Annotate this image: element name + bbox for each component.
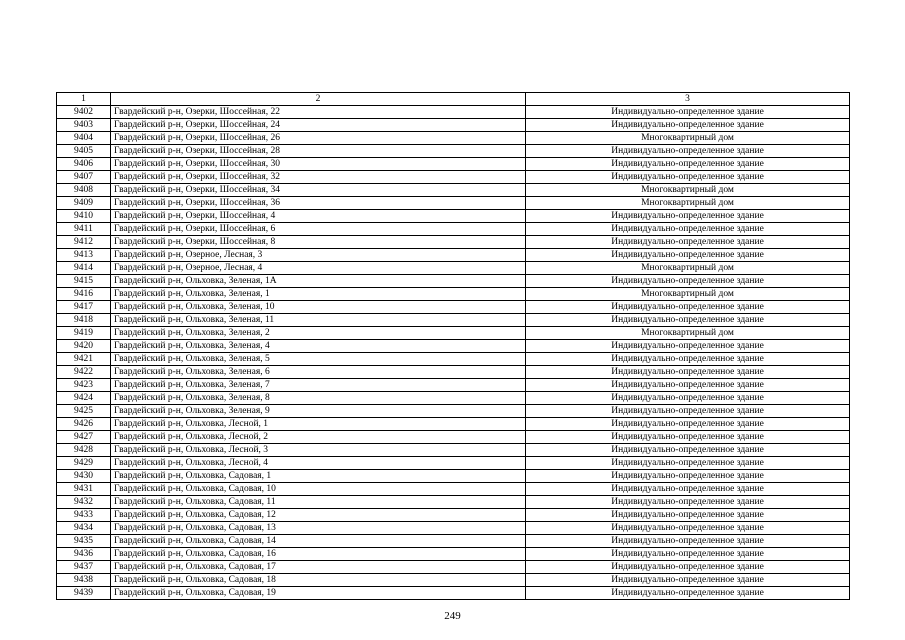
building-type-cell: Многоквартирный дом <box>526 327 850 340</box>
row-number-cell: 9402 <box>57 106 111 119</box>
building-type-cell: Индивидуально-определенное здание <box>526 171 850 184</box>
table-row <box>57 340 850 353</box>
row-number-cell: 9423 <box>57 379 111 392</box>
header-cell-1: 1 <box>57 93 111 106</box>
building-type-cell: Индивидуально-определенное здание <box>526 431 850 444</box>
row-number-cell: 9404 <box>57 132 111 145</box>
table-header-row <box>57 93 850 106</box>
building-type-cell: Индивидуально-определенное здание <box>526 353 850 366</box>
building-type-cell: Индивидуально-определенное здание <box>526 106 850 119</box>
building-type-cell: Индивидуально-определенное здание <box>526 236 850 249</box>
table-row <box>57 314 850 327</box>
table-row <box>57 223 850 236</box>
address-cell: Гвардейский р-н, Ольховка, Зеленая, 6 <box>111 366 526 379</box>
row-number-cell: 9411 <box>57 223 111 236</box>
address-cell: Гвардейский р-н, Ольховка, Зеленая, 1 <box>111 288 526 301</box>
table-row <box>57 197 850 210</box>
table-row <box>57 431 850 444</box>
address-cell: Гвардейский р-н, Озерное, Лесная, 4 <box>111 262 526 275</box>
table-row <box>57 444 850 457</box>
row-number-cell: 9408 <box>57 184 111 197</box>
table-row <box>57 561 850 574</box>
building-type-cell: Многоквартирный дом <box>526 132 850 145</box>
building-type-cell: Индивидуально-определенное здание <box>526 483 850 496</box>
building-type-cell: Индивидуально-определенное здание <box>526 145 850 158</box>
building-type-cell: Индивидуально-определенное здание <box>526 457 850 470</box>
header-cell-3: 3 <box>526 93 850 106</box>
row-number-cell: 9438 <box>57 574 111 587</box>
row-number-cell: 9424 <box>57 392 111 405</box>
address-cell: Гвардейский р-н, Озерки, Шоссейная, 28 <box>111 145 526 158</box>
row-number-cell: 9405 <box>57 145 111 158</box>
row-number-cell: 9416 <box>57 288 111 301</box>
row-number-cell: 9435 <box>57 535 111 548</box>
row-number-cell: 9430 <box>57 470 111 483</box>
table-row <box>57 457 850 470</box>
building-type-cell: Индивидуально-определенное здание <box>526 405 850 418</box>
row-number-cell: 9436 <box>57 548 111 561</box>
building-type-cell: Индивидуально-определенное здание <box>526 522 850 535</box>
building-type-cell: Индивидуально-определенное здание <box>526 444 850 457</box>
building-type-cell: Индивидуально-определенное здание <box>526 119 850 132</box>
row-number-cell: 9409 <box>57 197 111 210</box>
table-row <box>57 275 850 288</box>
table-row <box>57 392 850 405</box>
building-type-cell: Индивидуально-определенное здание <box>526 210 850 223</box>
address-cell: Гвардейский р-н, Ольховка, Садовая, 19 <box>111 587 526 600</box>
building-type-cell: Индивидуально-определенное здание <box>526 587 850 600</box>
table-row <box>57 366 850 379</box>
row-number-cell: 9413 <box>57 249 111 262</box>
building-type-cell: Индивидуально-определенное здание <box>526 470 850 483</box>
building-type-cell: Индивидуально-определенное здание <box>526 561 850 574</box>
address-cell: Гвардейский р-н, Ольховка, Лесной, 1 <box>111 418 526 431</box>
address-cell: Гвардейский р-н, Ольховка, Садовая, 17 <box>111 561 526 574</box>
address-cell: Гвардейский р-н, Озерки, Шоссейная, 36 <box>111 197 526 210</box>
address-cell: Гвардейский р-н, Ольховка, Лесной, 3 <box>111 444 526 457</box>
table-row <box>57 262 850 275</box>
building-type-cell: Индивидуально-определенное здание <box>526 340 850 353</box>
building-type-cell: Многоквартирный дом <box>526 184 850 197</box>
table-row <box>57 483 850 496</box>
row-number-cell: 9425 <box>57 405 111 418</box>
row-number-cell: 9412 <box>57 236 111 249</box>
building-type-cell: Индивидуально-определенное здание <box>526 392 850 405</box>
address-cell: Гвардейский р-н, Ольховка, Зеленая, 1А <box>111 275 526 288</box>
building-type-cell: Индивидуально-определенное здание <box>526 548 850 561</box>
row-number-cell: 9407 <box>57 171 111 184</box>
table-row <box>57 353 850 366</box>
row-number-cell: 9428 <box>57 444 111 457</box>
address-cell: Гвардейский р-н, Ольховка, Зеленая, 11 <box>111 314 526 327</box>
address-cell: Гвардейский р-н, Озерки, Шоссейная, 4 <box>111 210 526 223</box>
address-cell: Гвардейский р-н, Ольховка, Садовая, 13 <box>111 522 526 535</box>
row-number-cell: 9432 <box>57 496 111 509</box>
address-cell: Гвардейский р-н, Озерки, Шоссейная, 24 <box>111 119 526 132</box>
table-row <box>57 184 850 197</box>
address-cell: Гвардейский р-н, Озерки, Шоссейная, 30 <box>111 158 526 171</box>
address-cell: Гвардейский р-н, Ольховка, Садовая, 10 <box>111 483 526 496</box>
address-cell: Гвардейский р-н, Озерки, Шоссейная, 34 <box>111 184 526 197</box>
building-type-cell: Многоквартирный дом <box>526 288 850 301</box>
row-number-cell: 9410 <box>57 210 111 223</box>
building-type-cell: Индивидуально-определенное здание <box>526 314 850 327</box>
row-number-cell: 9419 <box>57 327 111 340</box>
row-number-cell: 9420 <box>57 340 111 353</box>
table-row <box>57 210 850 223</box>
row-number-cell: 9431 <box>57 483 111 496</box>
table-row <box>57 171 850 184</box>
address-cell: Гвардейский р-н, Озерки, Шоссейная, 6 <box>111 223 526 236</box>
building-type-cell: Многоквартирный дом <box>526 262 850 275</box>
table-row <box>57 132 850 145</box>
address-cell: Гвардейский р-н, Озерки, Шоссейная, 26 <box>111 132 526 145</box>
table-row <box>57 509 850 522</box>
building-type-cell: Индивидуально-определенное здание <box>526 496 850 509</box>
building-type-cell: Индивидуально-определенное здание <box>526 535 850 548</box>
table-row <box>57 106 850 119</box>
row-number-cell: 9406 <box>57 158 111 171</box>
address-cell: Гвардейский р-н, Ольховка, Зеленая, 2 <box>111 327 526 340</box>
table-row <box>57 522 850 535</box>
building-type-cell: Индивидуально-определенное здание <box>526 275 850 288</box>
address-cell: Гвардейский р-н, Озерки, Шоссейная, 22 <box>111 106 526 119</box>
address-cell: Гвардейский р-н, Ольховка, Лесной, 2 <box>111 431 526 444</box>
address-cell: Гвардейский р-н, Ольховка, Садовая, 18 <box>111 574 526 587</box>
building-type-cell: Индивидуально-определенное здание <box>526 158 850 171</box>
registry-table <box>56 92 850 600</box>
address-cell: Гвардейский р-н, Озерки, Шоссейная, 32 <box>111 171 526 184</box>
building-type-cell: Многоквартирный дом <box>526 197 850 210</box>
address-cell: Гвардейский р-н, Ольховка, Садовая, 16 <box>111 548 526 561</box>
table-row <box>57 301 850 314</box>
address-cell: Гвардейский р-н, Ольховка, Садовая, 14 <box>111 535 526 548</box>
header-cell-2: 2 <box>111 93 526 106</box>
table-row <box>57 418 850 431</box>
table-row <box>57 535 850 548</box>
building-type-cell: Индивидуально-определенное здание <box>526 379 850 392</box>
address-cell: Гвардейский р-н, Озерки, Шоссейная, 8 <box>111 236 526 249</box>
row-number-cell: 9415 <box>57 275 111 288</box>
building-type-cell: Индивидуально-определенное здание <box>526 509 850 522</box>
row-number-cell: 9422 <box>57 366 111 379</box>
row-number-cell: 9437 <box>57 561 111 574</box>
row-number-cell: 9403 <box>57 119 111 132</box>
table-row <box>57 158 850 171</box>
table-row <box>57 236 850 249</box>
table-row <box>57 496 850 509</box>
table-row <box>57 379 850 392</box>
table-row <box>57 327 850 340</box>
address-cell: Гвардейский р-н, Ольховка, Садовая, 12 <box>111 509 526 522</box>
address-cell: Гвардейский р-н, Ольховка, Зеленая, 10 <box>111 301 526 314</box>
address-cell: Гвардейский р-н, Ольховка, Лесной, 4 <box>111 457 526 470</box>
address-cell: Гвардейский р-н, Ольховка, Зеленая, 9 <box>111 405 526 418</box>
building-type-cell: Индивидуально-определенное здание <box>526 418 850 431</box>
table-row <box>57 587 850 600</box>
building-type-cell: Индивидуально-определенное здание <box>526 223 850 236</box>
address-cell: Гвардейский р-н, Ольховка, Зеленая, 4 <box>111 340 526 353</box>
page-number: 249 <box>444 610 461 622</box>
table-row <box>57 145 850 158</box>
row-number-cell: 9426 <box>57 418 111 431</box>
address-cell: Гвардейский р-н, Ольховка, Зеленая, 7 <box>111 379 526 392</box>
row-number-cell: 9421 <box>57 353 111 366</box>
row-number-cell: 9429 <box>57 457 111 470</box>
building-type-cell: Индивидуально-определенное здание <box>526 249 850 262</box>
row-number-cell: 9434 <box>57 522 111 535</box>
address-cell: Гвардейский р-н, Ольховка, Садовая, 11 <box>111 496 526 509</box>
table-row <box>57 405 850 418</box>
address-cell: Гвардейский р-н, Ольховка, Зеленая, 8 <box>111 392 526 405</box>
building-type-cell: Индивидуально-определенное здание <box>526 366 850 379</box>
address-cell: Гвардейский р-н, Озерное, Лесная, 3 <box>111 249 526 262</box>
address-cell: Гвардейский р-н, Ольховка, Садовая, 1 <box>111 470 526 483</box>
table-row <box>57 288 850 301</box>
row-number-cell: 9433 <box>57 509 111 522</box>
address-cell: Гвардейский р-н, Ольховка, Зеленая, 5 <box>111 353 526 366</box>
building-type-cell: Индивидуально-определенное здание <box>526 301 850 314</box>
row-number-cell: 9414 <box>57 262 111 275</box>
row-number-cell: 9418 <box>57 314 111 327</box>
row-number-cell: 9427 <box>57 431 111 444</box>
building-type-cell: Индивидуально-определенное здание <box>526 574 850 587</box>
table-row <box>57 470 850 483</box>
table-row <box>57 119 850 132</box>
table-row <box>57 249 850 262</box>
table-row <box>57 574 850 587</box>
table-row <box>57 548 850 561</box>
row-number-cell: 9417 <box>57 301 111 314</box>
row-number-cell: 9439 <box>57 587 111 600</box>
